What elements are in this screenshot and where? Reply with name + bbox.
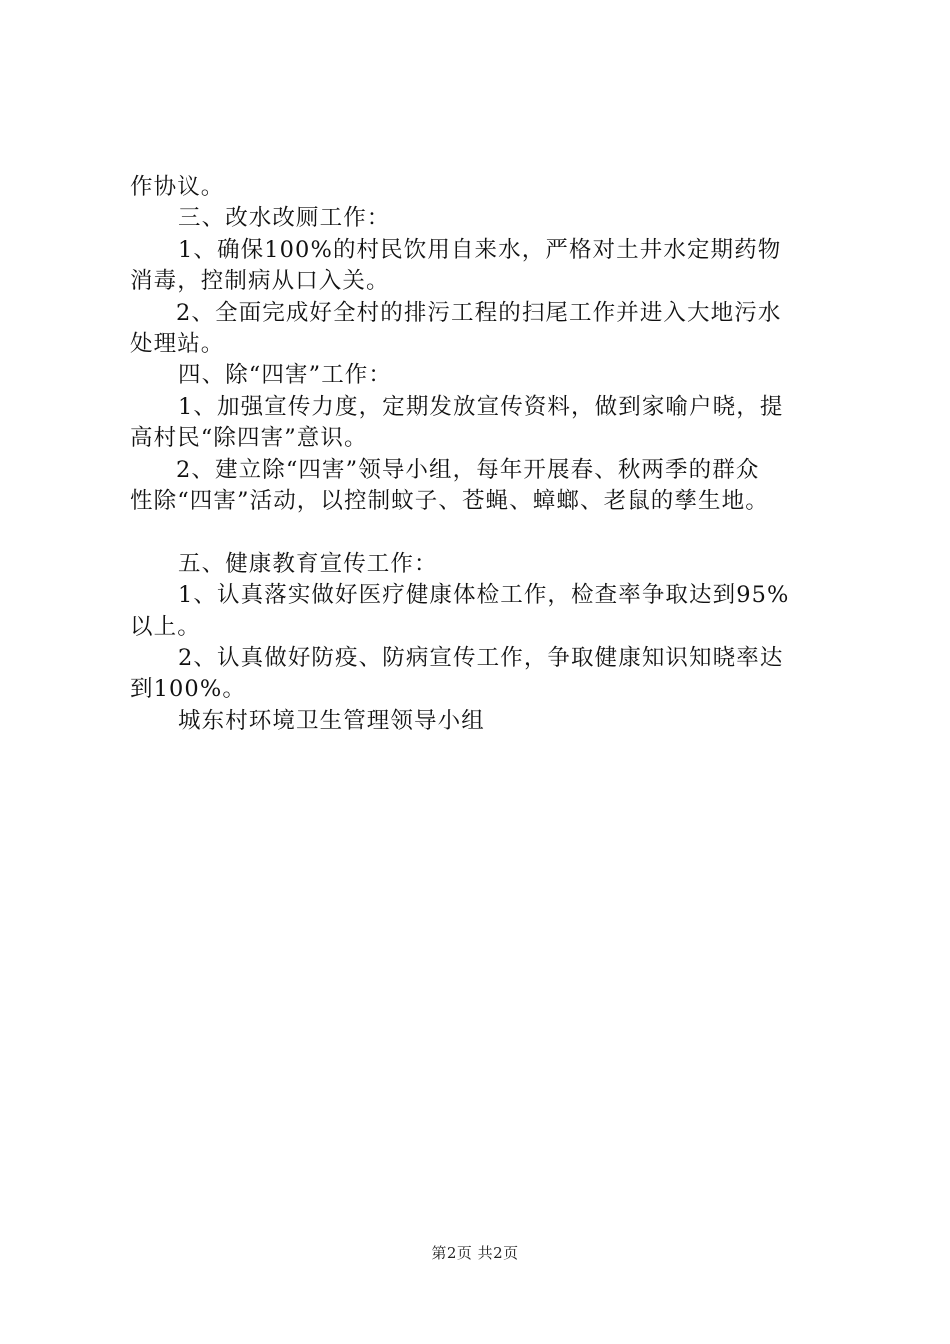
paragraph-line: 2、建立除“四害”领导小组，每年开展春、秋两季的群众 bbox=[176, 456, 760, 483]
paragraph-line: 1、加强宣传力度，定期发放宣传资料，做到家喻户晓，提 bbox=[178, 393, 784, 420]
paragraph-line: 消毒，控制病从口入关。 bbox=[130, 268, 390, 295]
paragraph-line: 2、全面完成好全村的排污工程的扫尾工作并进入大地污水 bbox=[176, 299, 782, 326]
signature-line: 城东村环境卫生管理领导小组 bbox=[178, 707, 485, 734]
paragraph-line: 以上。 bbox=[130, 613, 201, 640]
paragraph-line: 2、认真做好防疫、防病宣传工作，争取健康知识知晓率达 bbox=[178, 645, 784, 672]
paragraph-line: 性除“四害”活动，以控制蚊子、苍蝇、蟑螂、老鼠的孳生地。 bbox=[130, 488, 769, 515]
page-footer: 第2页 共2页 bbox=[431, 1244, 519, 1262]
section-heading-water-toilet: 三、改水改厕工作： bbox=[178, 205, 391, 232]
section-heading-health-education: 五、健康教育宣传工作： bbox=[178, 550, 438, 577]
paragraph-line: 高村民“除四害”意识。 bbox=[130, 425, 368, 452]
paragraph-line: 到100%。 bbox=[130, 676, 246, 703]
section-heading-four-pests: 四、除“四害”工作： bbox=[178, 362, 393, 389]
paragraph-line: 1、确保100%的村民饮用自来水，严格对土井水定期药物 bbox=[178, 236, 782, 263]
document-body bbox=[130, 172, 850, 737]
paragraph-continuation: 作协议。 bbox=[130, 174, 225, 200]
paragraph-line: 处理站。 bbox=[130, 331, 225, 358]
blank-line bbox=[130, 517, 850, 548]
paragraph-line: 1、认真落实做好医疗健康体检工作，检查率争取达到95% bbox=[178, 582, 790, 609]
